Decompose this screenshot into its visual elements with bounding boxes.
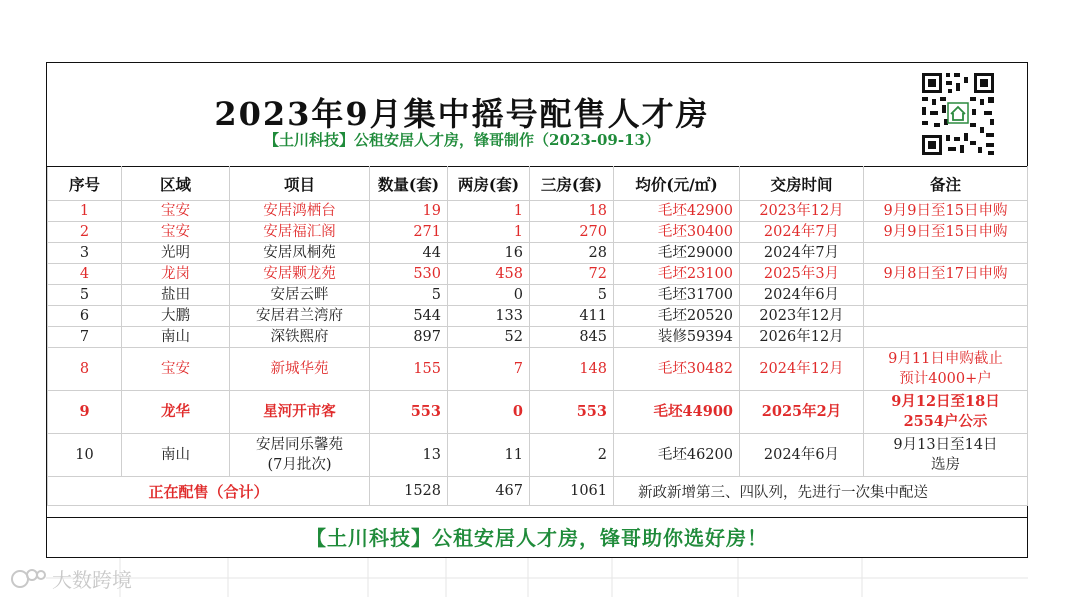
header-no: 序号 (48, 167, 122, 201)
cell-area: 宝安 (122, 348, 230, 391)
cell-no: 6 (48, 306, 122, 327)
cell-project: 深铁熙府 (230, 327, 370, 348)
note-line: 9月11日申购截止 (888, 351, 1003, 367)
cell-three-room: 18 (530, 201, 614, 222)
cell-project: 安居福汇阁 (230, 222, 370, 243)
total-note: 新政新增第三、四队列，先进行一次集中配送 (614, 477, 1028, 506)
cell-two-room: 458 (448, 264, 530, 285)
cell-price: 毛坯42900 (614, 201, 740, 222)
cell-qty: 13 (370, 434, 448, 477)
cell-price: 毛坯29000 (614, 243, 740, 264)
cell-no: 2 (48, 222, 122, 243)
cell-two-room: 52 (448, 327, 530, 348)
note-line: 预计4000+户 (899, 371, 992, 387)
cell-note (864, 391, 1028, 434)
cell-qty: 155 (370, 348, 448, 391)
cell-project: 安居凤桐苑 (230, 243, 370, 264)
cell-two-room: 1 (448, 222, 530, 243)
cell-three-room: 411 (530, 306, 614, 327)
header-price: 均价(元/㎡) (614, 167, 740, 201)
qr-code-icon (920, 71, 996, 157)
housing-table (47, 166, 1028, 506)
header-three-room: 三房(套) (530, 167, 614, 201)
header-note: 备注 (864, 167, 1028, 201)
cell-handover: 2024年6月 (740, 285, 864, 306)
cell-two-room: 1 (448, 201, 530, 222)
cell-project: 星河开市客 (230, 391, 370, 434)
cell-no: 8 (48, 348, 122, 391)
cell-three-room: 845 (530, 327, 614, 348)
cell-price: 毛坯30482 (614, 348, 740, 391)
cell-project: 安居颗龙苑 (230, 264, 370, 285)
header-two-room: 两房(套) (448, 167, 530, 201)
cell-area: 宝安 (122, 222, 230, 243)
cell-handover: 2026年12月 (740, 327, 864, 348)
cell-qty: 553 (370, 391, 448, 434)
total-qty: 1528 (370, 477, 448, 506)
cell-no: 4 (48, 264, 122, 285)
table-row (48, 243, 1028, 264)
cell-two-room: 0 (448, 285, 530, 306)
cell-area: 宝安 (122, 201, 230, 222)
watermark-logo-icon (10, 567, 48, 591)
cell-no: 7 (48, 327, 122, 348)
project-line: 安居同乐馨苑 (256, 437, 343, 453)
cell-area: 大鹏 (122, 306, 230, 327)
cell-area: 光明 (122, 243, 230, 264)
footer-banner: 【土川科技】公租安居人才房，锋哥助你选好房！ (47, 517, 1027, 558)
total-three-room: 1061 (530, 477, 614, 506)
header-qty: 数量(套) (370, 167, 448, 201)
cell-price: 毛坯31700 (614, 285, 740, 306)
cell-note (864, 306, 1028, 327)
cell-qty: 897 (370, 327, 448, 348)
cell-handover: 2023年12月 (740, 201, 864, 222)
cell-price: 毛坯20520 (614, 306, 740, 327)
cell-no: 3 (48, 243, 122, 264)
cell-no: 10 (48, 434, 122, 477)
cell-three-room: 553 (530, 391, 614, 434)
table-row (48, 391, 1028, 434)
cell-area: 南山 (122, 327, 230, 348)
cell-qty: 530 (370, 264, 448, 285)
cell-handover: 2023年12月 (740, 306, 864, 327)
cell-project: 安居鸿栖台 (230, 201, 370, 222)
cell-price: 毛坯44900 (614, 391, 740, 434)
cell-qty: 19 (370, 201, 448, 222)
table-row (48, 222, 1028, 243)
cell-handover: 2024年7月 (740, 243, 864, 264)
table-row (48, 201, 1028, 222)
table-row (48, 434, 1028, 477)
watermark-text: 大数跨境 (52, 568, 132, 592)
cell-qty: 5 (370, 285, 448, 306)
table-row (48, 306, 1028, 327)
note-line: 2554户公示 (903, 413, 988, 430)
cell-handover: 2025年2月 (740, 391, 864, 434)
note-line: 9月12日至18日 (891, 393, 1000, 410)
note-line: 9月13日至14日 (893, 437, 998, 453)
cell-note (864, 327, 1028, 348)
cell-handover: 2024年6月 (740, 434, 864, 477)
cell-area: 盐田 (122, 285, 230, 306)
cell-note (864, 285, 1028, 306)
cell-no: 1 (48, 201, 122, 222)
watermark (10, 564, 132, 593)
cell-two-room: 133 (448, 306, 530, 327)
cell-three-room: 270 (530, 222, 614, 243)
price-sheet (46, 62, 1028, 558)
cell-note (864, 434, 1028, 477)
cell-qty: 44 (370, 243, 448, 264)
cell-no: 5 (48, 285, 122, 306)
cell-three-room: 72 (530, 264, 614, 285)
cell-two-room: 7 (448, 348, 530, 391)
table-row (48, 327, 1028, 348)
cell-two-room: 11 (448, 434, 530, 477)
table-row (48, 285, 1028, 306)
cell-three-room: 2 (530, 434, 614, 477)
page-subtitle: 【土川科技】公租安居人才房，锋哥制作（2023-09-13） (264, 131, 660, 149)
cell-note (864, 348, 1028, 391)
total-two-room: 467 (448, 477, 530, 506)
cell-project: 新城华苑 (230, 348, 370, 391)
cell-price: 毛坯46200 (614, 434, 740, 477)
total-row (48, 477, 1028, 506)
cell-price: 毛坯23100 (614, 264, 740, 285)
table-row (48, 264, 1028, 285)
cell-price: 毛坯30400 (614, 222, 740, 243)
header-area: 区域 (122, 167, 230, 201)
cell-project: 安居云畔 (230, 285, 370, 306)
cell-note: 9月9日至15日申购 (864, 201, 1028, 222)
cell-area: 龙岗 (122, 264, 230, 285)
cell-qty: 271 (370, 222, 448, 243)
cell-three-room: 28 (530, 243, 614, 264)
cell-three-room: 5 (530, 285, 614, 306)
cell-area: 龙华 (122, 391, 230, 434)
header-project: 项目 (230, 167, 370, 201)
note-line: 选房 (931, 457, 960, 473)
total-label: 正在配售（合计） (48, 477, 370, 506)
cell-handover: 2024年12月 (740, 348, 864, 391)
header-handover: 交房时间 (740, 167, 864, 201)
cell-handover: 2025年3月 (740, 264, 864, 285)
table-row (48, 348, 1028, 391)
cell-two-room: 16 (448, 243, 530, 264)
table-header-row (48, 167, 1028, 201)
cell-project: 安居君兰湾府 (230, 306, 370, 327)
page-title: 2023年9月集中摇号配售人才房 (214, 95, 710, 133)
project-line: (7月批次) (267, 457, 332, 473)
cell-note: 9月9日至15日申购 (864, 222, 1028, 243)
cell-three-room: 148 (530, 348, 614, 391)
cell-two-room: 0 (448, 391, 530, 434)
cell-qty: 544 (370, 306, 448, 327)
cell-no: 9 (48, 391, 122, 434)
cell-area: 南山 (122, 434, 230, 477)
cell-handover: 2024年7月 (740, 222, 864, 243)
cell-price: 装修59394 (614, 327, 740, 348)
cell-note (864, 243, 1028, 264)
cell-note: 9月8日至17日申购 (864, 264, 1028, 285)
cell-project (230, 434, 370, 477)
